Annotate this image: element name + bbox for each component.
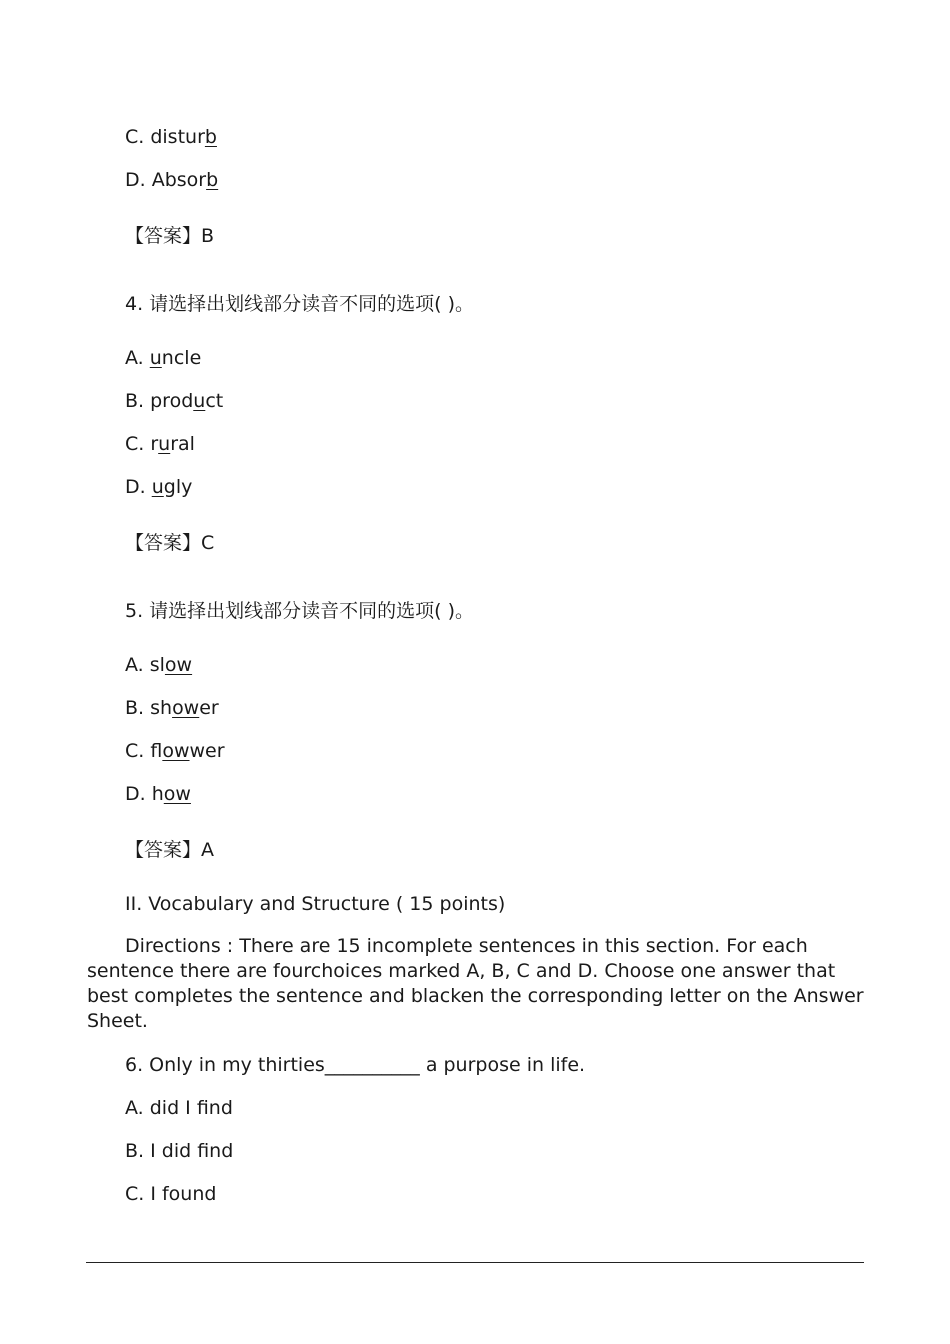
question-5-stem: 5. 请选择出划线部分读音不同的选项( )。 [125,600,475,622]
option-5b: B. shower [125,697,219,719]
option-5d: D. how [125,783,191,805]
footer-divider [86,1262,864,1263]
option-6c: C. I found [125,1183,217,1205]
section-title: II. Vocabulary and Structure ( 15 points) [125,893,506,915]
directions-paragraph: Directions : There are 15 incomplete sentences in this section. For each sentence there are fourchoices marked A, B, C and D. Choose one answer that best completes the sentence and blacken the corresponding letter on the Answer Sheet. [87,935,864,1032]
option-4b: B. product [125,390,224,412]
question-6-stem: 6. Only in my thirties__________ a purpose in life. [125,1054,586,1076]
answer-4: 【答案】C [125,532,215,554]
option-3d: D. Absorb [125,169,219,191]
option-4a: A. uncle [125,347,202,369]
option-5a: A. slow [125,654,193,676]
option-6a: A. did I find [125,1097,233,1119]
option-4c: C. rural [125,433,195,455]
option-3c: C. disturb [125,126,217,148]
option-6b: B. I did find [125,1140,234,1162]
question-4-stem: 4. 请选择出划线部分读音不同的选项( )。 [125,293,475,315]
answer-3: 【答案】B [125,225,215,247]
option-4d: D. ugly [125,476,193,498]
answer-5: 【答案】A [125,839,214,861]
option-5c: C. flowwer [125,740,225,762]
